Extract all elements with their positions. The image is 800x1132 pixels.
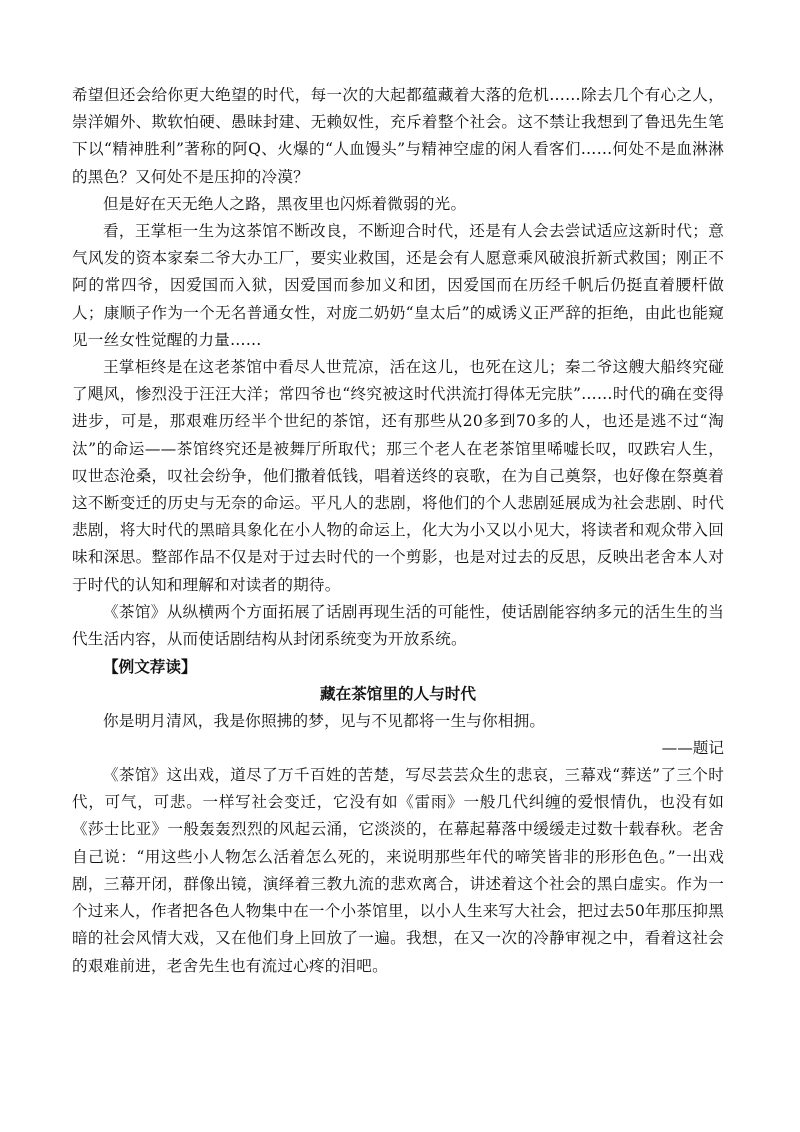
body-paragraph-3: 看，王掌柜一生为这茶馆不断改良，不断迎合时代，还是有人会去尝试适应这新时代；意气风发的资本家秦二爷大办工厂，要实业救国，还是会有人愿意乘风破浪折新式救国；刚正不阿的常四爷，因爱国而入狱，因爱国而参加义和团，因爱国而在历经千帆后仍挺直着腰杆做人；康顺子作为一个无名普通女性，对庞二奶奶“皇太后”的威诱义正严辞的拒绝，由此也能窥见一丝女性觉醒的力量…… [72,222,724,349]
example-epigraph: 你是明月清风，我是你照拂的梦，见与不见都将一生与你相拥。 [103,711,546,730]
body-paragraph-1: 希望但还会给你更大绝望的时代，每一次的大起都蕴藏着大落的危机……除去几个有心之人，崇洋媚外、欺软怕硬、愚昧封建、无赖奴性，充斥着整个社会。这不禁让我想到了鲁迅先生笔下以“精神胜利”著称的阿Q、火爆的“人血馒头”与精神空虚的闲人看客们……何处不是血淋淋的黑色？又何处不是压抑的冷漠？ [72,86,724,186]
example-title: 藏在茶馆里的人与时代 [320,684,476,704]
document-body [72,82,724,980]
example-epigraph-sign: ——题记 [661,738,724,757]
section-label-example: 【例文荐读】 [103,657,197,677]
body-paragraph-2: 但是好在天无绝人之路，黑夜里也闪烁着微弱的光。 [103,194,467,213]
example-paragraph-1: 《茶馆》这出戏，道尽了万千百姓的苦楚，写尽芸芸众生的悲哀，三幕戏“葬送”了三个时代，可气，可悲。一样写社会变迁，它没有如《雷雨》一般几代纠缠的爱恨情仇，也没有如《莎士比亚》一般轰轰烈烈的风起云涌，它淡淡的，在幕起幕落中缓缓走过数十载春秋。老舍自己说：“用这些小人物怎么活着怎么死的，来说明那些年代的啼笑皆非的形形色色。”一出戏剧，三幕开闭，群像出镜，演绎着三教九流的悲欢离合，讲述着这个社会的黑白虚实。作为一个过来人，作者把各色人物集中在一个小茶馆里，以小人生来写大社会，把过去50年那压抑黑暗的社会风情大戏，又在他们身上回放了一遍。我想，在又一次的冷静审视之中，看着这社会的艰难前进，老舍先生也有流过心疼的泪吧。 [72,766,724,975]
body-paragraph-5: 《茶馆》从纵横两个方面拓展了话剧再现生活的可能性，使话剧能容纳多元的活生生的当代生活内容，从而使话剧结构从封闭系统变为开放系统。 [72,602,724,649]
body-paragraph-4: 王掌柜终是在这老茶馆中看尽人世荒凉，活在这儿，也死在这儿；秦二爷这艘大船终究碰了飓风，惨烈没于汪汪大洋；常四爷也“终究被这时代洪流打得体无完肤”……时代的确在变得进步，可是，那艰难历经半个世纪的茶馆，还有那些从20多到70多的人，也还是逃不过“淘汰”的命运——茶馆终究还是被舞厅所取代；那三个老人在老茶馆里唏嘘长叹，叹跌宕人生，叹世态沧桑，叹社会纷争，他们撒着低钱，唱着送终的哀歌，在为自己奠祭，也好像在祭奠着这不断变迁的历史与无奈的命运。平凡人的悲剧，将他们的个人悲剧延展成为社会悲剧、时代悲剧，将大时代的黑暗具象化在小人物的命运上，化大为小又以小见大，将读者和观众带入回味和深思。整部作品不仅是对于过去时代的一个剪影，也是对过去的反思，反映出老舍本人对于时代的认知和理解和对读者的期待。 [72,358,724,594]
